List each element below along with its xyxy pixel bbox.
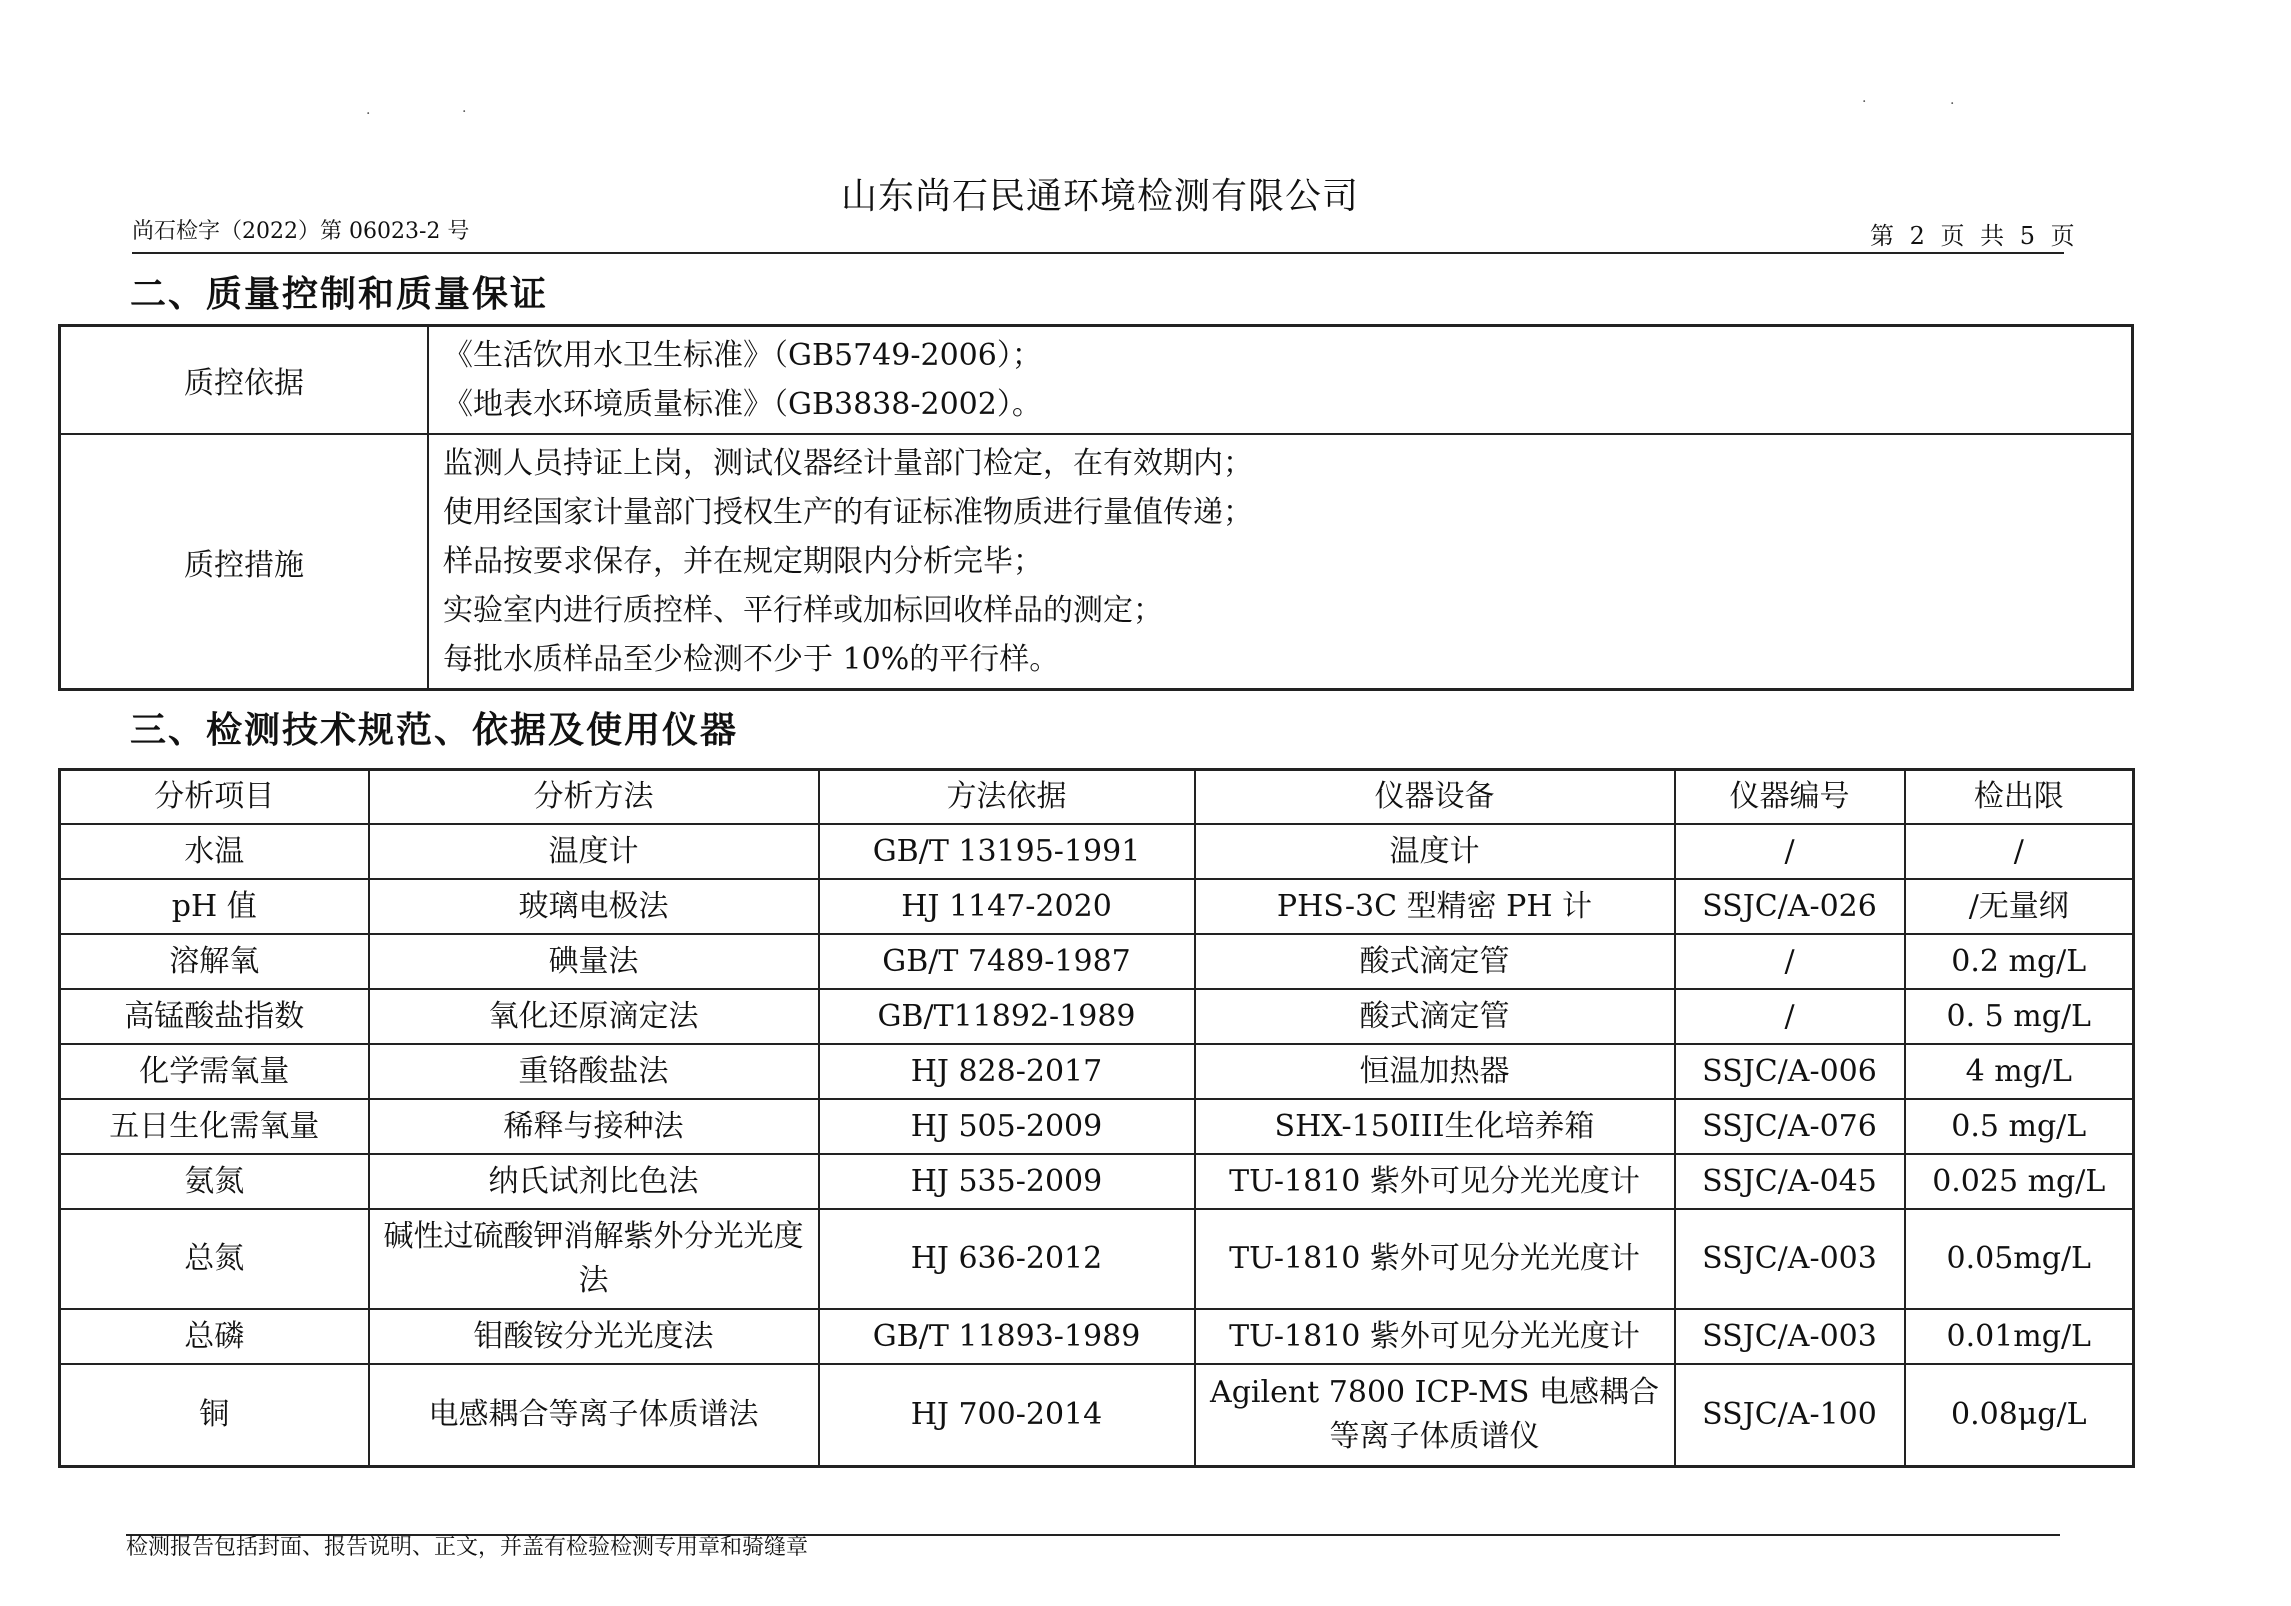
table-cell: 纳氏试剂比色法 bbox=[369, 1154, 819, 1209]
column-header: 仪器编号 bbox=[1675, 770, 1905, 825]
table-cell: 稀释与接种法 bbox=[369, 1099, 819, 1154]
table-row bbox=[60, 989, 2134, 1044]
qc-label-basis: 质控依据 bbox=[60, 326, 429, 435]
report-number: 尚石检字（2022）第 06023-2 号 bbox=[132, 219, 470, 244]
table-cell: / bbox=[1675, 934, 1905, 989]
table-cell: HJ 636-2012 bbox=[819, 1209, 1195, 1309]
qc-content-basis bbox=[428, 326, 2133, 435]
scan-speck: · bbox=[1862, 94, 1867, 110]
table-cell: / bbox=[1905, 824, 2134, 879]
table-cell: 碘量法 bbox=[369, 934, 819, 989]
header-divider bbox=[132, 252, 2064, 254]
qc-line: 《地表水环境质量标准》（GB3838-2002）。 bbox=[443, 387, 1042, 422]
table-cell: TU-1810 紫外可见分光光度计 bbox=[1195, 1309, 1675, 1364]
table-cell: 0.01mg/L bbox=[1905, 1309, 2134, 1364]
table-cell: SSJC/A-006 bbox=[1675, 1044, 1905, 1099]
table-cell: 0.08μg/L bbox=[1905, 1364, 2134, 1467]
qc-content-measures bbox=[428, 434, 2133, 690]
table-cell: /无量纲 bbox=[1905, 879, 2134, 934]
table-cell: GB/T 11893-1989 bbox=[819, 1309, 1195, 1364]
company-name: 山东尚石民通环境检测有限公司 bbox=[840, 176, 1359, 217]
table-cell: 钼酸铵分光光度法 bbox=[369, 1309, 819, 1364]
table-cell: GB/T11892-1989 bbox=[819, 989, 1195, 1044]
section-title-quality-control: 二、质量控制和质量保证 bbox=[130, 273, 549, 315]
table-cell: 0. 5 mg/L bbox=[1905, 989, 2134, 1044]
column-header: 仪器设备 bbox=[1195, 770, 1675, 825]
table-cell: 0.025 mg/L bbox=[1905, 1154, 2134, 1209]
table-cell: SSJC/A-076 bbox=[1675, 1099, 1905, 1154]
table-cell: HJ 535-2009 bbox=[819, 1154, 1195, 1209]
qc-line: 实验室内进行质控样、平行样或加标回收样品的测定； bbox=[443, 593, 1163, 628]
table-cell: 碱性过硫酸钾消解紫外分光光度法 bbox=[369, 1209, 819, 1309]
table-cell: 0.2 mg/L bbox=[1905, 934, 2134, 989]
table-row bbox=[60, 1364, 2134, 1467]
scan-speck: · bbox=[366, 106, 371, 122]
table-row bbox=[60, 934, 2134, 989]
qc-label-measures: 质控措施 bbox=[60, 434, 429, 690]
table-cell: 重铬酸盐法 bbox=[369, 1044, 819, 1099]
table-cell: 酸式滴定管 bbox=[1195, 989, 1675, 1044]
table-cell: HJ 505-2009 bbox=[819, 1099, 1195, 1154]
scan-speck: · bbox=[1950, 96, 1955, 112]
table-cell: GB/T 13195-1991 bbox=[819, 824, 1195, 879]
column-header: 分析项目 bbox=[60, 770, 369, 825]
table-cell: 氨氮 bbox=[60, 1154, 369, 1209]
table-row bbox=[60, 824, 2134, 879]
table-cell: 五日生化需氧量 bbox=[60, 1099, 369, 1154]
column-header: 分析方法 bbox=[369, 770, 819, 825]
table-cell: pH 值 bbox=[60, 879, 369, 934]
table-cell: SSJC/A-045 bbox=[1675, 1154, 1905, 1209]
scan-speck: · bbox=[462, 104, 467, 120]
table-cell: / bbox=[1675, 989, 1905, 1044]
table-cell: HJ 1147-2020 bbox=[819, 879, 1195, 934]
table-row bbox=[60, 1099, 2134, 1154]
table-cell: 铜 bbox=[60, 1364, 369, 1467]
table-cell: 水温 bbox=[60, 824, 369, 879]
table-cell: TU-1810 紫外可见分光光度计 bbox=[1195, 1154, 1675, 1209]
qc-line: 使用经国家计量部门授权生产的有证标准物质进行量值传递； bbox=[443, 495, 1253, 530]
qc-line: 样品按要求保存，并在规定期限内分析完毕； bbox=[443, 544, 1043, 579]
table-cell: 温度计 bbox=[369, 824, 819, 879]
qc-line: 监测人员持证上岗，测试仪器经计量部门检定，在有效期内； bbox=[443, 446, 1253, 481]
table-cell: 酸式滴定管 bbox=[1195, 934, 1675, 989]
table-cell: SHX-150III生化培养箱 bbox=[1195, 1099, 1675, 1154]
table-cell: 0.05mg/L bbox=[1905, 1209, 2134, 1309]
table-cell: SSJC/A-100 bbox=[1675, 1364, 1905, 1467]
table-row bbox=[60, 1044, 2134, 1099]
table-cell: 电感耦合等离子体质谱法 bbox=[369, 1364, 819, 1467]
table-cell: PHS-3C 型精密 PH 计 bbox=[1195, 879, 1675, 934]
table-cell: 溶解氧 bbox=[60, 934, 369, 989]
table-cell: 恒温加热器 bbox=[1195, 1044, 1675, 1099]
table-cell: SSJC/A-003 bbox=[1675, 1309, 1905, 1364]
table-header-row bbox=[60, 770, 2134, 825]
table-cell: TU-1810 紫外可见分光光度计 bbox=[1195, 1209, 1675, 1309]
qc-line: 每批水质样品至少检测不少于 10%的平行样。 bbox=[443, 642, 1060, 677]
table-row bbox=[60, 879, 2134, 934]
column-header: 检出限 bbox=[1905, 770, 2134, 825]
table-cell: 0.5 mg/L bbox=[1905, 1099, 2134, 1154]
table-cell: HJ 828-2017 bbox=[819, 1044, 1195, 1099]
table-cell: SSJC/A-003 bbox=[1675, 1209, 1905, 1309]
qc-row-basis bbox=[60, 326, 2133, 435]
table-cell: 4 mg/L bbox=[1905, 1044, 2134, 1099]
table-cell: 玻璃电极法 bbox=[369, 879, 819, 934]
page-indicator: 第 2 页 共 5 页 bbox=[1870, 222, 2079, 250]
table-cell: 化学需氧量 bbox=[60, 1044, 369, 1099]
column-header: 方法依据 bbox=[819, 770, 1195, 825]
table-cell: 高锰酸盐指数 bbox=[60, 989, 369, 1044]
table-cell: 氧化还原滴定法 bbox=[369, 989, 819, 1044]
table-cell: / bbox=[1675, 824, 1905, 879]
table-cell: 总磷 bbox=[60, 1309, 369, 1364]
table-cell: SSJC/A-026 bbox=[1675, 879, 1905, 934]
table-cell: Agilent 7800 ICP-MS 电感耦合等离子体质谱仪 bbox=[1195, 1364, 1675, 1467]
table-row bbox=[60, 1154, 2134, 1209]
table-row bbox=[60, 1209, 2134, 1309]
table-row bbox=[60, 1309, 2134, 1364]
qc-row-measures bbox=[60, 434, 2133, 690]
table-cell: 总氮 bbox=[60, 1209, 369, 1309]
qc-line: 《生活饮用水卫生标准》（GB5749-2006）； bbox=[443, 338, 1042, 373]
table-cell: 温度计 bbox=[1195, 824, 1675, 879]
table-cell: HJ 700-2014 bbox=[819, 1364, 1195, 1467]
section-title-methods: 三、检测技术规范、依据及使用仪器 bbox=[130, 709, 739, 751]
table-cell: GB/T 7489-1987 bbox=[819, 934, 1195, 989]
footer-note: 检测报告包括封面、报告说明、正文，并盖有检验检测专用章和骑缝章 bbox=[126, 1535, 809, 1560]
methods-table bbox=[58, 768, 2135, 1468]
quality-control-table bbox=[58, 324, 2134, 691]
